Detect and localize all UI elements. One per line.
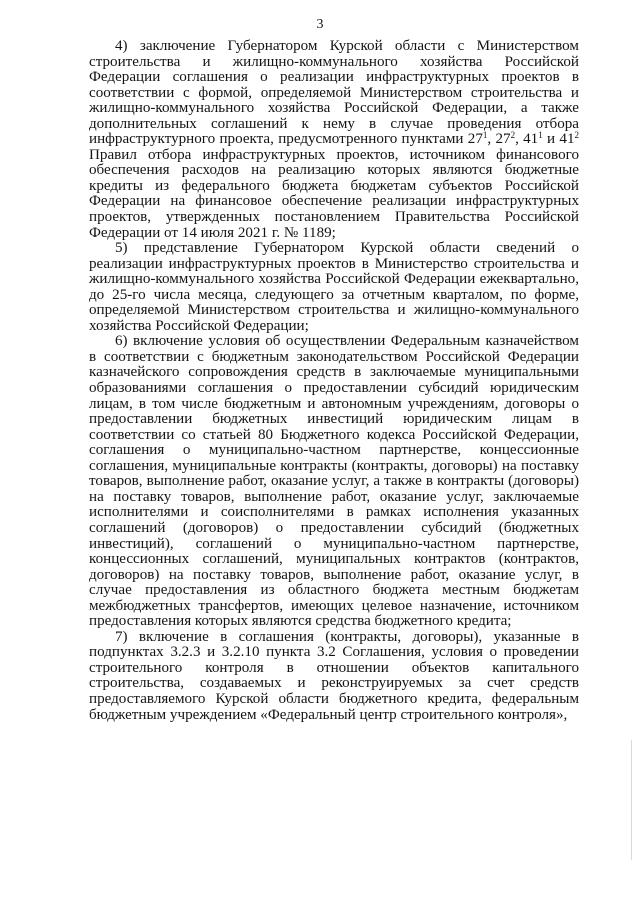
paragraph-item-4 — [89, 39, 579, 241]
superscript-3: 1 — [538, 130, 543, 141]
paragraph-item-6: 6) включение условия об осуществлении Федеральным казначейством в соответствии с бюджетным законодательством Российской Федерации казначейского сопровождения средств в заключаемые муниципальными образованиями соглашения о предоставлении субсидий юридическим лицам, в том числе бюджетным и автономным учреждениям, договоры о предоставлении бюджетных инвестиций юридическим лицам в соответствии со статьей 80 Бюджетного кодекса Российской Федерации, соглашения о муниципально-частном партнерстве, концессионные соглашения, муниципальные контракты (контракты, договоры) на поставку товаров, выполнение работ, оказание услуг, а также в контракты (договоры) на поставку товаров, выполнение работ, оказание услуг, заключаемые исполнителями и соисполнителями в рамках исполнения указанных соглашений (договоров) о предоставлении субсидий (бюджетных инвестиций), соглашений о муниципально-частном партнерстве, концессионных соглашений, муниципальных контрактов (контрактов, договоров) на поставку товаров, выполнение работ, оказание услуг, в случае предоставления из областного бюджета местным бюджетам межбюджетных трансфертов, имеющих целевое назначение, источником предоставления которых являются средства бюджетного кредита; — [89, 333, 579, 630]
document-body — [89, 39, 579, 723]
paragraph-4-text-mid-1: , 27 — [487, 131, 511, 148]
paragraph-4-text-start: 4) заключение Губернатором Курской области с Министерством строительства и жилищно-коммунального хозяйства Российской Федерации соглашения о реализации инфраструктурных проектов в соответствии с формой, определяемой Министерством строительства и жилищно-коммунального хозяйства Российской Федерации, а также дополнительных соглашений к нему в случае проведения отбора инфраструктурного проекта, предусмотренного пунктами 27 — [89, 38, 579, 148]
superscript-4: 2 — [574, 130, 580, 141]
paragraph-4-text-mid-2: , 41 — [515, 131, 539, 148]
paragraph-item-5: 5) представление Губернатором Курской области сведений о реализации инфраструктурных проектов в Министерство строительства и жилищно-коммунального хозяйства Российской Федерации ежеквартально, до 25-го числа месяца, следующего за отчетным кварталом, по форме, определяемой Министерством строительства и жилищно-коммунального хозяйства Российской Федерации; — [89, 240, 579, 334]
superscript-2: 2 — [510, 130, 516, 141]
paragraph-4-text-mid-3: и 41 — [542, 131, 575, 148]
paragraph-4-text-end: Правил отбора инфраструктурных проектов, источником финансового обеспечения расходов на реализацию которых являются бюджетные кредиты из федерального бюджета бюджетам субъектов Российской Федерации на финансовое обеспечение реализации инфраструктурных проектов, утвержденных постановлением Правительства Российской Федерации от 14 июля 2021 г. № 1189; — [89, 146, 579, 241]
scan-margin-mark — [631, 740, 632, 860]
superscript-1: 1 — [482, 130, 488, 141]
paragraph-item-7: 7) включение в соглашения (контракты, договоры), указанные в подпунктах 3.2.3 и 3.2.10 пункта 3.2 Соглашения, условия о проведении строительного контроля в отношении объектов капитального строительства, создаваемых и реконструируемых за счет средств предоставляемого Курской области бюджетного кредита, федеральным бюджетным учреждением «Федеральный центр строительного контроля», — [89, 628, 579, 723]
page-number: 3 — [316, 17, 324, 32]
